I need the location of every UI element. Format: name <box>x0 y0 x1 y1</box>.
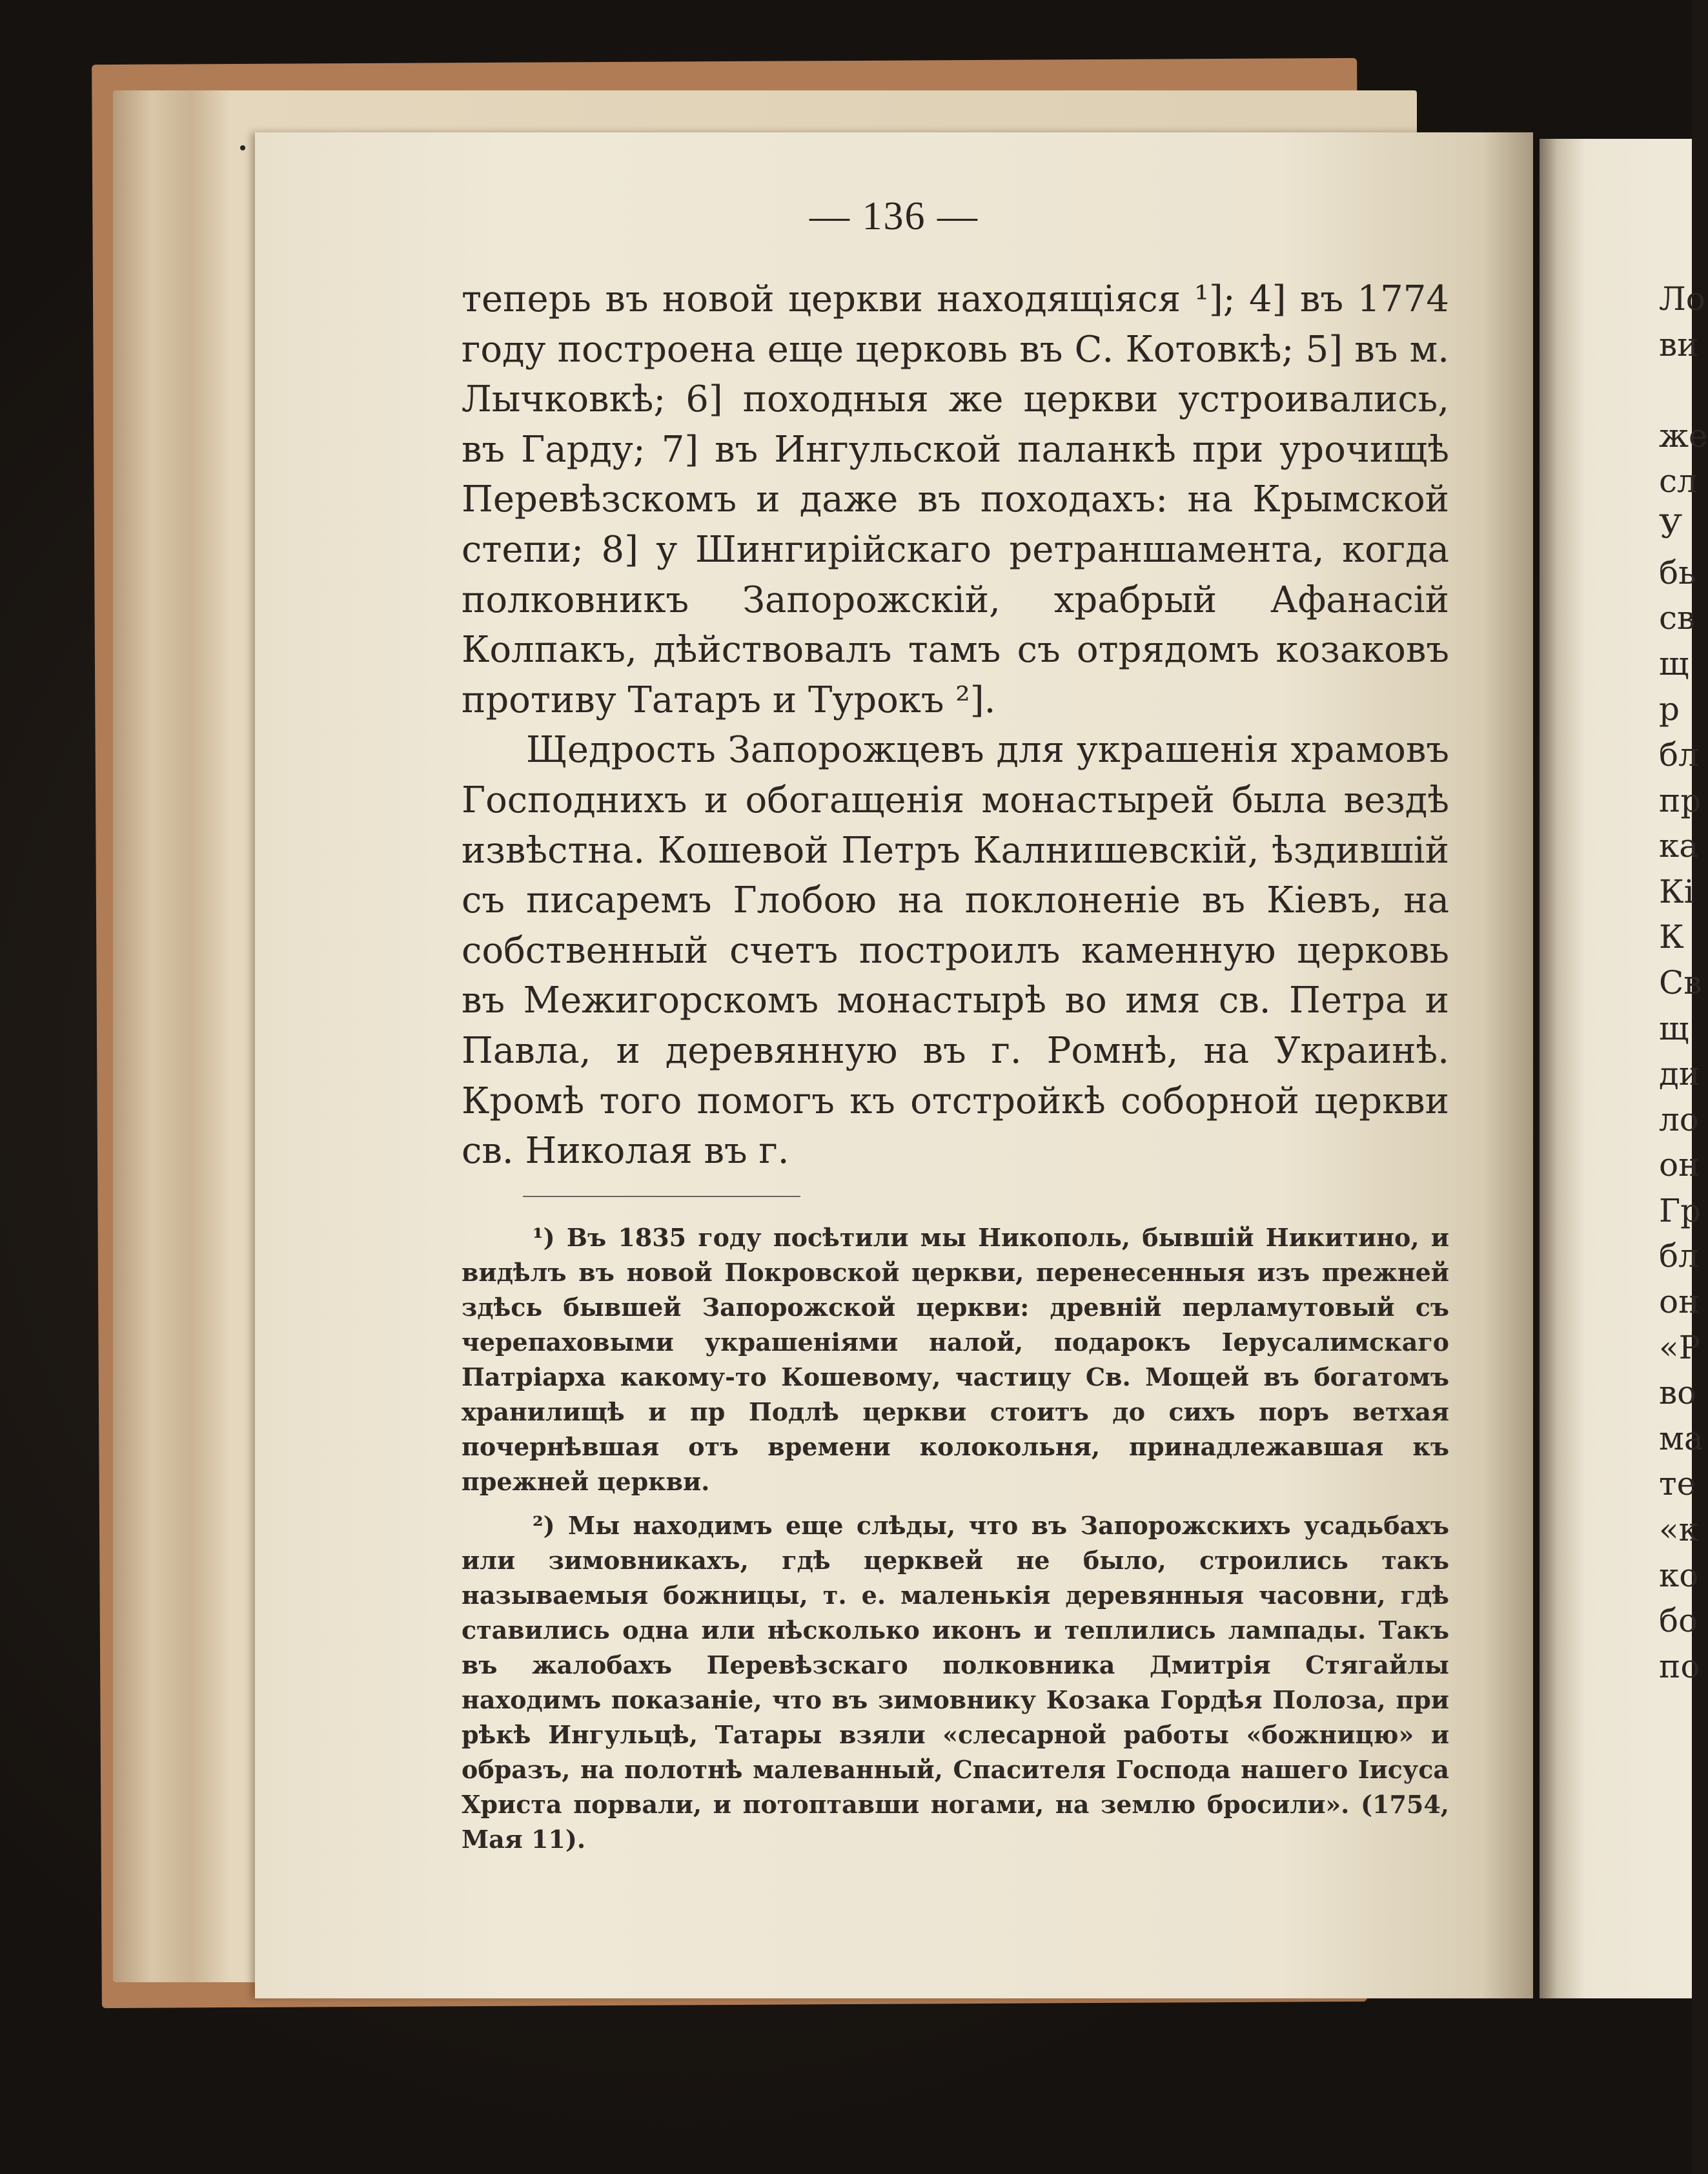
right-page-line: щ <box>1659 644 1689 682</box>
footnotes <box>462 1220 1449 1866</box>
footnote-divider <box>523 1196 800 1197</box>
right-page-line: те <box>1659 1465 1696 1503</box>
right-page-line: р <box>1659 690 1680 728</box>
right-page-text <box>1659 276 1708 1689</box>
right-page-line: Св <box>1659 963 1702 1001</box>
footnote-1: ¹) Въ 1835 году посѣтили мы Никополь, бывшій Никитино, и видѣлъ въ новой Покровской церкви, перенесенныя изъ прежней здѣсь бывшей Запорожской церкви: древній перламутовый съ черепаховыми украшеніями налой, подарокъ Іерусалимскаго Патріарха какому-то Кошевому, частицу Св. Мощей въ богатомъ хранилищѣ и пр Подлѣ церкви стоитъ до сихъ поръ ветхая почернѣвшая отъ времени колокольня, принадлежавшая къ прежней церкви. <box>462 1223 1449 1496</box>
right-page-line: он <box>1659 1146 1700 1184</box>
paragraph-1: теперь въ новой церкви находящіяся ¹]; 4] въ 1774 году построена еще церковь въ С. Котовкѣ; 5] въ м. Лычковкѣ; 6] походныя же церкви устроивались, въ Гарду; 7] въ Ингульской паланкѣ при урочищѣ Перевѣзскомъ и даже въ походахъ: на Крымской степи; 8] у Шингирійскаго ретраншамента, когда полковникъ Запорожскій, храбрый Афанасій Колпакъ, дѣйствовалъ тамъ съ отрядомъ козаковъ противу Татаръ и Турокъ ²]. <box>462 278 1449 721</box>
right-page-line <box>1659 367 1698 413</box>
left-page <box>255 132 1533 1998</box>
right-page-line: бь <box>1659 553 1696 591</box>
right-page-line: он <box>1659 1283 1700 1321</box>
right-page-line: Кі <box>1659 872 1694 910</box>
right-page-line: ви <box>1659 325 1699 364</box>
right-page-line: щ <box>1659 1009 1689 1047</box>
main-text <box>462 274 1449 1176</box>
right-page-line: ко <box>1659 1556 1699 1594</box>
right-page-line: ди <box>1659 1055 1701 1093</box>
right-page-line: св <box>1659 599 1696 637</box>
right-page-line: бл <box>1659 1237 1699 1275</box>
right-page-line: ло <box>1659 1100 1699 1138</box>
right-page-line: по <box>1659 1647 1700 1685</box>
right-page-line: Ло <box>1659 280 1705 318</box>
right-page-line: бл <box>1659 735 1699 774</box>
right-page-line: К <box>1659 918 1684 956</box>
footnote-2: ²) Мы находимъ еще слѣды, что въ Запорожскихъ усадьбахъ или зимовникахъ, гдѣ церквей не было, строились такъ называемыя божницы, т. е. маленькія деревянныя часовни, гдѣ ставились одна или нѣсколько иконъ и теплились лампады. Такъ въ жалобахъ Перевѣзскаго полковника Дмитрія Стягайлы находимъ показаніе, что въ зимовнику Козака Гордѣя Полоза, при рѣкѣ Ингульцѣ, Татары взяли «слесарной работы «божницю» и образъ, на полотнѣ малеванный, Спасителя Господа нашего Іисуса Христа порвали, и потоптавши ногами, на землю бросили». (1754, Мая 11). <box>462 1511 1449 1854</box>
right-page-line: сл <box>1659 462 1698 500</box>
page-number: — 136 — <box>809 194 979 238</box>
right-page-line: «Р <box>1659 1328 1701 1366</box>
right-page-line: «к <box>1659 1511 1699 1549</box>
right-page-line: У <box>1659 508 1683 546</box>
right-page-line: Гр <box>1659 1191 1702 1229</box>
right-page-line: бо <box>1659 1602 1698 1640</box>
right-page-line: ма <box>1659 1419 1703 1457</box>
right-page-line: ка <box>1659 827 1699 865</box>
ink-speck <box>240 145 245 150</box>
paragraph-2: Щедрость Запорожцевъ для украшенія храмовъ Господнихъ и обогащенія монастырей была вездѣ извѣстна. Кошевой Петръ Калнишевскій, ѣздившій съ писаремъ Глобою на поклоненіе въ Кіевъ, на собственный счетъ построилъ каменную церковь въ Межигорскомъ монастырѣ во имя св. Петра и Павла, и деревянную въ г. Ромнѣ, на Украинѣ. Кромѣ того помогъ къ отстройкѣ соборной церкви св. Николая въ г. <box>462 729 1449 1173</box>
right-page-line: же <box>1659 416 1708 455</box>
right-page-line: во <box>1659 1374 1697 1412</box>
right-page-line: пр <box>1659 781 1702 819</box>
